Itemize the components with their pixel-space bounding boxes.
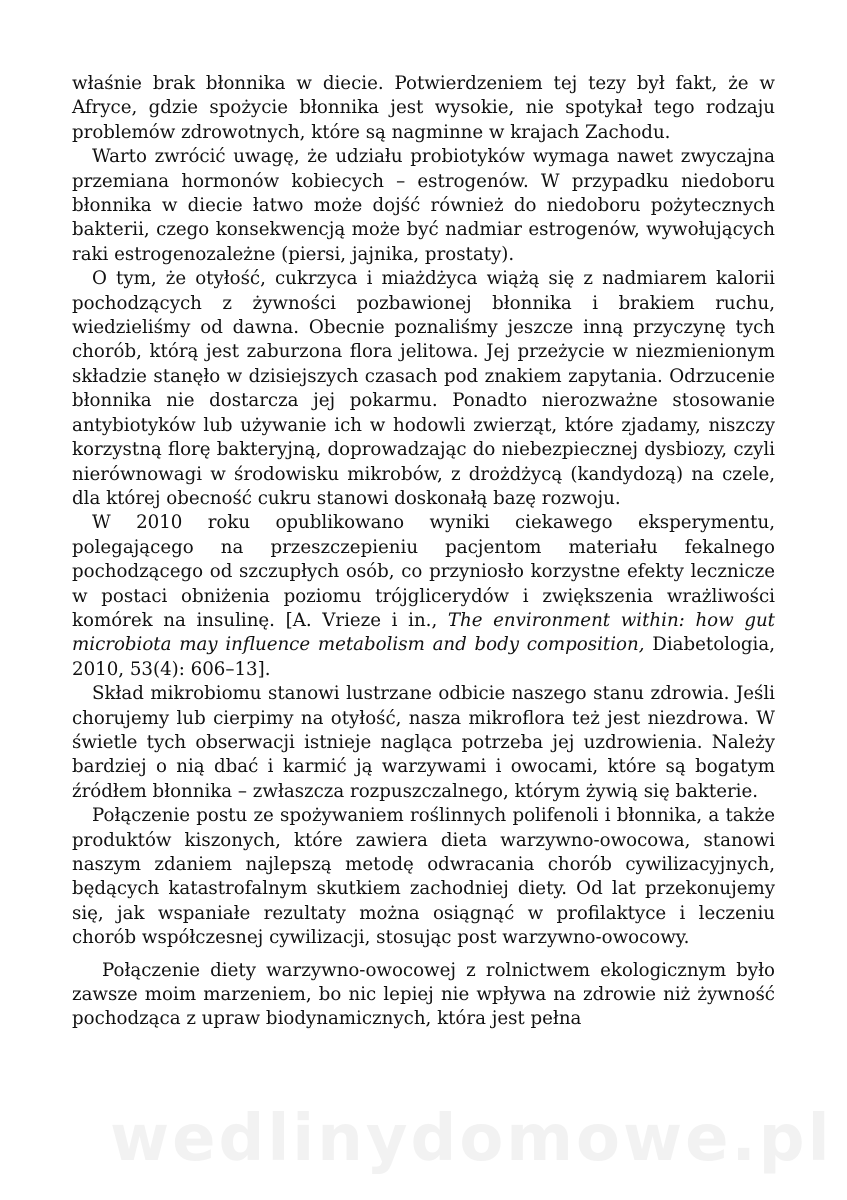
paragraph-2: Warto zwrócić uwagę, że udziału probiotyków wymaga nawet zwyczajna przemiana hormonów kobiecych – estrogenów. W przypadku niedoboru błonnika w diecie łatwo może dojść również do niedoboru pożytecznych bakterii, czego konsekwencją może być nadmiar estrogenów, wywołujących raki estrogenozależne (piersi, jajnika, prostaty). xyxy=(72,146,775,265)
paragraph-4-citation xyxy=(72,511,775,682)
paragraph-6: Połączenie postu ze spożywaniem roślinnych polifenoli i błonnika, a także produktów kiszonych, które zawiera dieta warzywno-owocowa, stanowi naszym zdaniem najlepszą metodę odwracania chorób cywilizacyjnych, będących katastrofalnym skutkiem zachodniej diety. Od lat przekonujemy się, jak wspaniałe rezultaty można osiągnąć w profilaktyce i leczeniu chorób współczesnej cywilizacji, stosując post warzywno-owocowy. xyxy=(72,805,775,949)
watermark: wedlinydomowe.pl xyxy=(110,1102,833,1176)
paragraph-7: Połączenie diety warzywno-owocowej z rolnictwem ekologicznym było zawsze moim marzeniem, bo nic lepiej nie wpływa na zdrowie niż żywność pochodząca z upraw biodynamicznych, która jest pełna xyxy=(72,959,775,1030)
paragraph-4-text: W 2010 roku opublikowano wyniki ciekawego eksperymentu, polegającego na przeszczepieniu pacjentom materiału fekalnego pochodzącego od szczupłych osób, co przyniosło korzystne efekty lecznicze w postaci obniżenia poziomu trójglicerydów i zwiększenia wrażliwości komórek na insulinę. [A. Vrieze i in., xyxy=(72,512,775,631)
paragraph-3: O tym, że otyłość, cukrzyca i miażdżyca wiążą się z nadmiarem kalorii pochodzących z żywności pozbawionej błonnika i brakiem ruchu, wiedzieliśmy od dawna. Obecnie poznaliśmy jeszcze inną przyczynę tych chorób, którą jest zaburzona flora jelitowa. Jej przeżycie w niezmienionym składzie stanęło w dzisiejszych czasach pod znakiem zapytania. Odrzucenie błonnika nie dostarcza jej pokarmu. Ponadto nierozważne stosowanie antybiotyków lub używanie ich w hodowli zwierząt, które zjadamy, niszczy korzystną florę bakteryjną, doprowadzając do niebezpiecznej dysbiozy, czyli nierównowagi w środowisku mikrobów, z drożdżycą (kandydozą) na czele, dla której obecność cukru stanowi doskonałą bazę rozwoju. xyxy=(72,268,775,509)
paragraph-1: właśnie brak błonnika w diecie. Potwierdzeniem tej tezy był fakt, że w Afryce, gdzie spożycie błonnika jest wysokie, nie spotykał tego rodzaju problemów zdrowotnych, które są nagminne w krajach Zachodu. xyxy=(72,73,775,143)
paragraph-5: Skład mikrobiomu stanowi lustrzane odbicie naszego stanu zdrowia. Jeśli chorujemy lub cierpimy na otyłość, nasza mikroflora też jest niezdrowa. W świetle tych obserwacji istnieje nagląca potrzeba jej uzdrowienia. Należy bardziej o nią dbać i karmić ją warzywami i owocami, które są bogatym źródłem błonnika – zwłaszcza rozpuszczalnego, którym żywią się bakterie. xyxy=(72,683,775,802)
citation-source: Diabetologia, 2010, 53(4): 606–13]. xyxy=(72,634,775,680)
document-page xyxy=(72,72,775,1032)
citation-title: The environment within: how gut microbiota may influence metabolism and body composition, xyxy=(72,609,775,656)
